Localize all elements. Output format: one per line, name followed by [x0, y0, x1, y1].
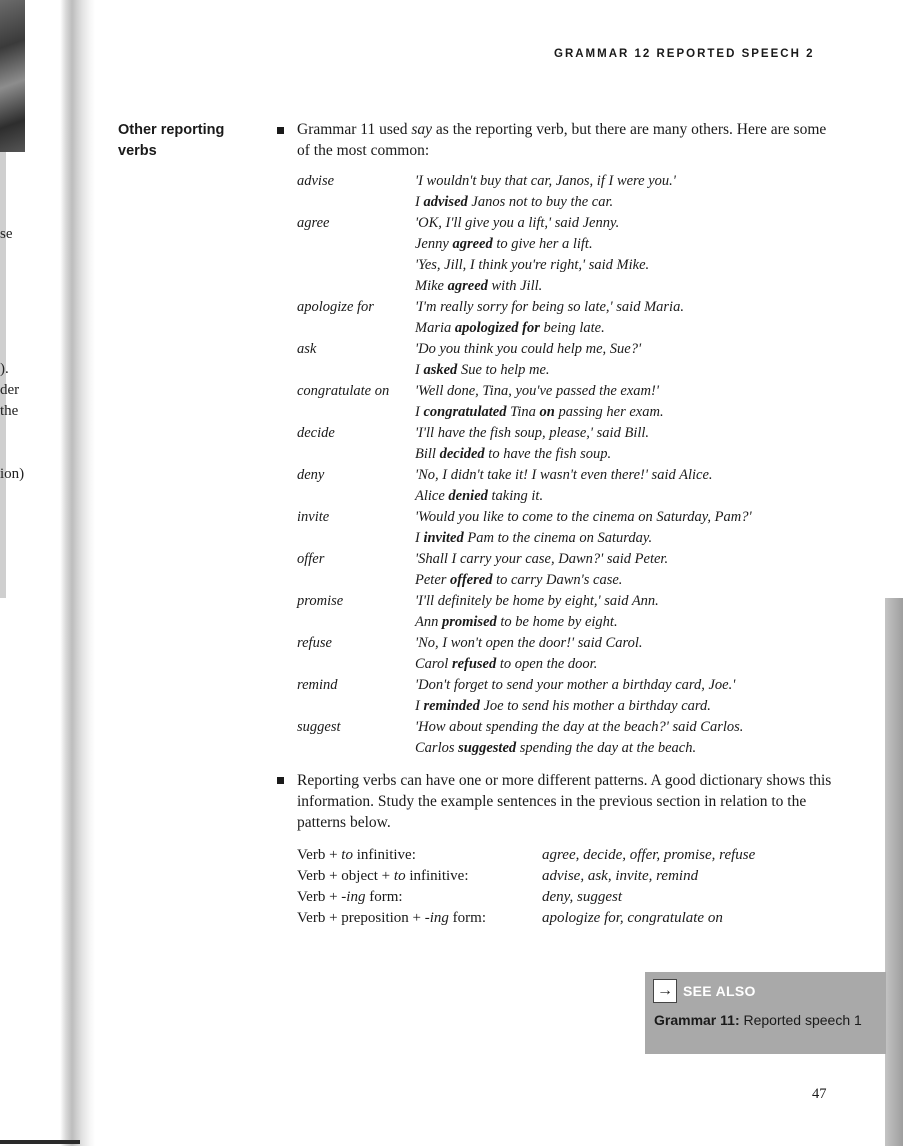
pattern-label-text: Verb +: [297, 889, 342, 905]
example-line: [415, 297, 817, 318]
facing-page-fragment: the: [0, 403, 19, 419]
reporting-verb-bold: asked: [423, 362, 458, 378]
reporting-verb-bold: offered: [450, 572, 493, 588]
pattern-label-text: infinitive:: [352, 847, 416, 863]
reporting-verb-bold: agreed: [447, 278, 488, 294]
reporting-verb-bold: apologized for: [454, 320, 540, 336]
pattern-label: [297, 866, 469, 887]
example-text: 'Don't forget to send your mother a birthday card, Joe.': [415, 677, 736, 693]
example-line: [415, 360, 817, 381]
verb-name: promise: [297, 593, 344, 609]
reporting-verb-bold: invited: [423, 530, 464, 546]
verb-examples: [415, 339, 817, 381]
reporting-verb-bold: decided: [439, 446, 485, 462]
reporting-verb-bold: denied: [448, 488, 488, 504]
verb-pattern-table: [297, 845, 837, 929]
example-text: 'How about spending the day at the beach?' said Carlos.: [415, 719, 744, 735]
reporting-verb-list: [297, 171, 817, 759]
verb-examples: [415, 465, 817, 507]
verb-entry: [297, 339, 817, 381]
example-text: with Jill.: [487, 278, 543, 294]
verb-name: refuse: [297, 635, 332, 651]
reporting-verb-bold: reminded: [423, 698, 480, 714]
example-text: 'Yes, Jill, I think you're right,' said Mike.: [415, 257, 650, 273]
see-also-link-bold: Grammar 11:: [654, 1012, 740, 1028]
facing-page-fragment: ).: [0, 361, 9, 377]
example-line: [415, 486, 817, 507]
example-text: Mike: [415, 278, 448, 294]
pattern-label-text: to: [341, 847, 353, 863]
example-line: [415, 234, 817, 255]
verb-examples: [415, 213, 817, 297]
page-edge-shadow: [885, 598, 903, 1146]
verb-examples: [415, 297, 817, 339]
pattern-label-text: -ing: [424, 910, 449, 926]
verb-name: suggest: [297, 719, 341, 735]
example-text: Ann: [415, 614, 442, 630]
example-line: [415, 549, 817, 570]
verb-examples: [415, 591, 817, 633]
see-also-box: [645, 972, 886, 1054]
example-line: [415, 318, 817, 339]
example-text: passing her exam.: [554, 404, 664, 420]
verb-entry: [297, 549, 817, 591]
intro-paragraph: [297, 119, 837, 161]
example-line: [415, 528, 817, 549]
verb-name: invite: [297, 509, 330, 525]
right-arrow-icon: →: [653, 979, 677, 1003]
verb-name: offer: [297, 551, 325, 567]
example-text: Carlos: [415, 740, 459, 756]
example-text: 'I'll have the fish soup, please,' said Bill.: [415, 425, 650, 441]
reporting-verb-bold: agreed: [452, 236, 493, 252]
example-line: [415, 423, 817, 444]
verb-name: decide: [297, 425, 335, 441]
pattern-row: [297, 908, 837, 929]
see-also-link-text: Reported speech 1: [739, 1012, 862, 1028]
verb-name: apologize for: [297, 299, 374, 315]
verb-entry: [297, 171, 817, 213]
reporting-verb-bold: promised: [441, 614, 497, 630]
patterns-paragraph: Reporting verbs can have one or more different patterns. A good dictionary shows this information. Study the example sentences in the previous section in relation to the patterns below.: [297, 772, 832, 831]
verb-entry: [297, 213, 817, 297]
reporting-verb-bold: on: [539, 404, 555, 420]
pattern-label-text: form:: [448, 910, 486, 926]
example-line: [415, 276, 817, 297]
example-text: 'No, I won't open the door!' said Carol.: [415, 635, 643, 651]
example-line: [415, 654, 817, 675]
example-line: [415, 402, 817, 423]
pattern-label: [297, 887, 403, 908]
example-line: [415, 633, 817, 654]
see-also-link[interactable]: [654, 1012, 874, 1029]
example-text: being late.: [539, 320, 605, 336]
example-text: to have the fish soup.: [484, 446, 612, 462]
pattern-label: [297, 908, 486, 929]
reporting-verb-bold: suggested: [458, 740, 517, 756]
verb-examples: [415, 507, 817, 549]
pattern-label-text: Verb + preposition +: [297, 910, 425, 926]
facing-page-fragment: der: [0, 382, 20, 398]
verb-name: congratulate on: [297, 383, 390, 399]
intro-text: Grammar 11 used: [297, 121, 412, 138]
pattern-label-text: form:: [365, 889, 403, 905]
example-line: [415, 444, 817, 465]
example-text: I: [415, 404, 424, 420]
page-gutter-shadow: [0, 0, 95, 1146]
verb-entry: [297, 717, 817, 759]
example-text: to open the door.: [496, 656, 598, 672]
pattern-verbs: apologize for, congratulate on: [542, 910, 723, 926]
intro-emphasis: say: [411, 121, 433, 138]
verb-entry: [297, 675, 817, 717]
example-text: to be home by eight.: [496, 614, 618, 630]
verb-examples: [415, 633, 817, 675]
pattern-verbs: deny, suggest: [542, 889, 622, 905]
reporting-verb-bold: refused: [451, 656, 497, 672]
example-text: Sue to help me.: [457, 362, 550, 378]
example-text: I: [415, 194, 424, 210]
verb-entry: [297, 465, 817, 507]
example-line: [415, 675, 817, 696]
bullet-square-icon: [277, 777, 284, 784]
facing-page-rule: [0, 1140, 80, 1144]
example-text: to carry Dawn's case.: [492, 572, 623, 588]
facing-page-fragment: ion): [0, 466, 25, 482]
verb-name: agree: [297, 215, 330, 231]
example-text: taking it.: [487, 488, 544, 504]
example-text: 'I'll definitely be home by eight,' said Ann.: [415, 593, 659, 609]
pattern-label: [297, 845, 416, 866]
example-text: I: [415, 530, 424, 546]
reporting-verb-bold: advised: [423, 194, 468, 210]
verb-entry: [297, 633, 817, 675]
example-text: 'I'm really sorry for being so late,' said Maria.: [415, 299, 684, 315]
example-text: Carol: [415, 656, 452, 672]
example-text: to give her a lift.: [492, 236, 593, 252]
example-line: [415, 255, 817, 276]
example-text: Alice: [415, 488, 449, 504]
example-line: [415, 612, 817, 633]
bullet-square-icon: [277, 127, 284, 134]
verb-name: remind: [297, 677, 338, 693]
verb-entry: [297, 591, 817, 633]
verb-entry: [297, 381, 817, 423]
pattern-verbs: agree, decide, offer, promise, refuse: [542, 847, 756, 863]
example-text: Tina: [506, 404, 540, 420]
see-also-title: SEE ALSO: [683, 983, 756, 999]
pattern-row: [297, 845, 837, 866]
example-line: [415, 570, 817, 591]
example-line: [415, 591, 817, 612]
pattern-label-text: infinitive:: [405, 868, 469, 884]
example-line: [415, 192, 817, 213]
example-line: [415, 381, 817, 402]
example-text: Joe to send his mother a birthday card.: [479, 698, 711, 714]
verb-examples: [415, 171, 817, 213]
verb-examples: [415, 549, 817, 591]
example-text: Jenny: [415, 236, 453, 252]
reporting-verb-bold: congratulated: [423, 404, 507, 420]
pattern-label-text: Verb + object +: [297, 868, 394, 884]
pattern-label-text: Verb +: [297, 847, 342, 863]
example-line: [415, 717, 817, 738]
example-text: Bill: [415, 446, 440, 462]
example-line: [415, 507, 817, 528]
pattern-row: [297, 866, 837, 887]
example-line: [415, 696, 817, 717]
example-text: 'I wouldn't buy that car, Janos, if I were you.': [415, 173, 676, 189]
example-text: 'Well done, Tina, you've passed the exam!': [415, 383, 659, 399]
pattern-verbs: advise, ask, invite, remind: [542, 868, 699, 884]
example-text: 'Would you like to come to the cinema on Saturday, Pam?': [415, 509, 752, 525]
example-text: 'Do you think you could help me, Sue?': [415, 341, 642, 357]
verb-examples: [415, 423, 817, 465]
example-line: [415, 339, 817, 360]
verb-entry: [297, 423, 817, 465]
example-text: Maria: [415, 320, 455, 336]
example-line: [415, 738, 817, 759]
example-text: 'No, I didn't take it! I wasn't even there!' said Alice.: [415, 467, 713, 483]
verb-examples: [415, 675, 817, 717]
example-text: 'OK, I'll give you a lift,' said Jenny.: [415, 215, 620, 231]
facing-page-fragment: se: [0, 226, 13, 242]
verb-name: ask: [297, 341, 317, 357]
verb-entry: [297, 507, 817, 549]
see-also-header: [653, 978, 756, 1004]
verb-examples: [415, 717, 817, 759]
example-line: [415, 213, 817, 234]
page-number: 47: [812, 1086, 827, 1102]
running-head: GRAMMAR 12 REPORTED SPEECH 2: [554, 48, 815, 60]
facing-page-photo: [0, 0, 25, 152]
example-line: [415, 171, 817, 192]
pattern-label-text: to: [393, 868, 406, 884]
section-heading: Other reporting verbs: [118, 122, 225, 159]
example-text: Peter: [415, 572, 451, 588]
pattern-label-text: -ing: [341, 889, 366, 905]
example-line: [415, 465, 817, 486]
example-text: Pam to the cinema on Saturday.: [463, 530, 653, 546]
verb-entry: [297, 297, 817, 339]
example-text: I: [415, 362, 424, 378]
example-text: 'Shall I carry your case, Dawn?' said Peter.: [415, 551, 669, 567]
intro-text: as the reporting verb, but there are many others. Here are some of the most common:: [297, 121, 827, 159]
verb-name: advise: [297, 173, 335, 189]
example-text: Janos not to buy the car.: [467, 194, 614, 210]
example-text: I: [415, 698, 424, 714]
verb-name: deny: [297, 467, 325, 483]
pattern-row: [297, 887, 837, 908]
verb-examples: [415, 381, 817, 423]
example-text: spending the day at the beach.: [516, 740, 697, 756]
